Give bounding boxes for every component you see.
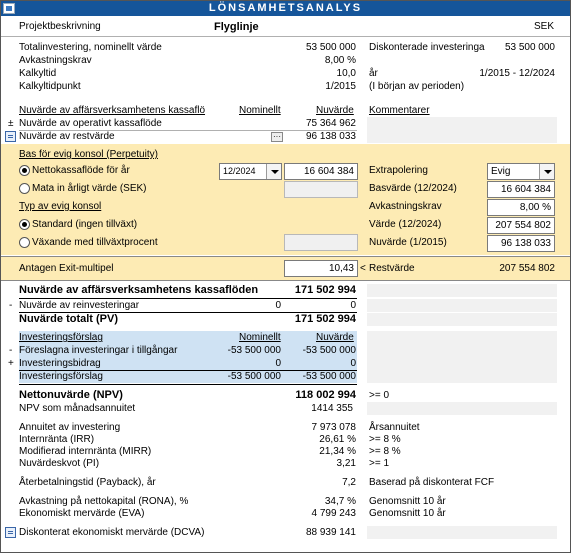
extrapolation-select-value: Evig bbox=[491, 166, 511, 177]
inv-nominal-header: Nominellt bbox=[239, 332, 281, 343]
calc-period-value: 10,0 bbox=[336, 68, 356, 79]
year-select-value: 12/2024 bbox=[223, 166, 256, 176]
year-select[interactable] bbox=[219, 163, 282, 180]
npv-monthly-label: NPV som månadsannuitet bbox=[19, 403, 136, 414]
radio-net-cashflow-label: Nettokassaflöde för år bbox=[32, 165, 130, 176]
eva-value: 4 799 243 bbox=[311, 508, 356, 519]
eva-label: Ekonomiskt mervärde (EVA) bbox=[19, 508, 145, 519]
perp-return-field[interactable]: 8,00 % bbox=[487, 199, 555, 216]
pv-total-value: 171 502 994 bbox=[294, 313, 356, 325]
exit-multiple-field[interactable]: 10,43 bbox=[284, 260, 358, 277]
extrapolation-label: Extrapolering bbox=[369, 165, 428, 176]
title-bar bbox=[1, 1, 570, 16]
dcva-value: 88 939 141 bbox=[305, 527, 356, 538]
mirr-value: 21,34 % bbox=[319, 446, 356, 457]
rona-value: 34,7 % bbox=[324, 496, 356, 507]
npv-monthly-value: 1414 355 bbox=[311, 403, 353, 414]
irr-value: 26,61 % bbox=[319, 434, 356, 445]
total-investment-value: 53 500 000 bbox=[305, 42, 356, 53]
investment-grant-label: Investeringsbidrag bbox=[19, 358, 101, 369]
terminal-value-label: Värde (12/2024) bbox=[369, 219, 442, 230]
calc-point-value: 1/2015 bbox=[325, 81, 356, 92]
currency-label: SEK bbox=[534, 21, 555, 32]
inv-present-header: Nuvärde bbox=[316, 332, 354, 343]
cashflow-heading: Nuvärde av affärsverksamhetens kassaflö bbox=[19, 105, 206, 116]
annuity-note: Årsannuitet bbox=[369, 422, 420, 433]
perp-return-label: Avkastningskrav bbox=[369, 201, 442, 212]
minus-sign: - bbox=[9, 300, 13, 311]
comments-area[interactable] bbox=[367, 117, 557, 143]
year-label: år bbox=[369, 68, 378, 79]
residual-label: Restvärde bbox=[369, 263, 415, 274]
radio-standard[interactable] bbox=[19, 219, 30, 230]
radio-growing-label: Växande med tillväxtprocent bbox=[32, 237, 158, 248]
pv-business-value: 171 502 994 bbox=[294, 284, 356, 296]
pv-total-label: Nuvärde totalt (PV) bbox=[19, 313, 119, 325]
chevron-down-icon bbox=[539, 164, 554, 179]
expand-icon[interactable] bbox=[5, 527, 16, 538]
growth-rate-field[interactable] bbox=[284, 234, 358, 251]
project-label: Projektbeskrivning bbox=[19, 21, 101, 32]
rona-label: Avkastning på nettokapital (RONA), % bbox=[19, 496, 189, 507]
op-cashflow-value: 75 364 962 bbox=[305, 118, 356, 129]
discounted-investments-value: 53 500 000 bbox=[504, 42, 555, 53]
investments-heading: Investeringsförslag bbox=[19, 332, 103, 343]
investment-grant-nominal: 0 bbox=[275, 358, 281, 369]
pi-value: 3,21 bbox=[336, 458, 356, 469]
reinvestment-value: 0 bbox=[350, 300, 356, 311]
window-title: LÖNSAMHETSANALYS bbox=[208, 2, 363, 14]
extrapolation-select[interactable] bbox=[487, 163, 555, 180]
npv-note: >= 0 bbox=[369, 390, 390, 401]
net-cashflow-field[interactable]: 16 604 384 bbox=[284, 163, 358, 180]
manual-value-field[interactable] bbox=[284, 181, 358, 198]
year-range-value: 1/2015 - 12/2024 bbox=[479, 68, 555, 79]
eva-note: Genomsnitt 10 år bbox=[369, 508, 446, 519]
present-value-label: Nuvärde (1/2015) bbox=[369, 237, 447, 248]
project-name: Flyglinje bbox=[214, 21, 259, 33]
chevron-down-icon bbox=[266, 164, 281, 179]
payback-label: Återbetalningstid (Payback), år bbox=[19, 477, 156, 488]
radio-standard-label: Standard (ingen tillväxt) bbox=[32, 219, 138, 230]
exit-multiple-label: Antagen Exit-multipel bbox=[19, 263, 114, 274]
radio-net-cashflow[interactable] bbox=[19, 165, 30, 176]
present-value-field[interactable]: 96 138 033 bbox=[487, 235, 555, 252]
comments-header: Kommentarer bbox=[369, 105, 430, 116]
annuity-value: 7 973 078 bbox=[311, 422, 356, 433]
present-value-col-header: Nuvärde bbox=[316, 105, 354, 116]
npv-value: 118 002 994 bbox=[295, 389, 356, 401]
annuity-label: Annuitet av investering bbox=[19, 422, 121, 433]
calc-period-label: Kalkyltid bbox=[19, 68, 57, 79]
base-value-field[interactable]: 16 604 384 bbox=[487, 181, 555, 198]
irr-note: >= 8 % bbox=[369, 434, 401, 445]
investments-total-value: -53 500 000 bbox=[302, 371, 356, 382]
mirr-label: Modifierad internränta (MIRR) bbox=[19, 446, 152, 457]
proposed-investments-nominal: -53 500 000 bbox=[227, 345, 281, 356]
perpetuity-type-heading: Typ av evig konsol bbox=[19, 201, 102, 212]
proposed-investments-value: -53 500 000 bbox=[302, 345, 356, 356]
plus-sign: + bbox=[8, 358, 14, 369]
investments-total-label: Investeringsförslag bbox=[19, 371, 103, 382]
arrow-left-icon: < bbox=[360, 263, 366, 274]
residual-value-value: 96 138 033 bbox=[305, 131, 356, 142]
payback-value: 7,2 bbox=[342, 477, 356, 488]
required-return-label: Avkastningskrav bbox=[19, 55, 92, 66]
pi-label: Nuvärdeskvot (PI) bbox=[19, 458, 100, 469]
proposed-investments-label: Föreslagna investeringar i tillgångar bbox=[19, 345, 178, 356]
op-cashflow-label: Nuvärde av operativt kassaflöde bbox=[19, 118, 162, 129]
reinvestment-nominal: 0 bbox=[275, 300, 281, 311]
reinvestment-label: Nuvärde av reinvesteringar bbox=[19, 300, 140, 311]
discounted-investments-label: Diskonterade investeringa bbox=[369, 42, 485, 53]
npv-label: Nettonuvärde (NPV) bbox=[19, 389, 123, 401]
radio-manual-value[interactable] bbox=[19, 183, 30, 194]
residual-value-label: Nuvärde av restvärde bbox=[19, 131, 115, 142]
total-investment-label: Totalinvestering, nominellt värde bbox=[19, 42, 162, 53]
radio-growing[interactable] bbox=[19, 237, 30, 248]
minus-sign: - bbox=[9, 345, 13, 356]
perpetuity-heading: Bas för evig konsol (Perpetuity) bbox=[19, 149, 158, 160]
radio-manual-value-label: Mata in årligt värde (SEK) bbox=[32, 183, 147, 194]
nominal-col-header: Nominellt bbox=[239, 105, 281, 116]
investment-grant-value: 0 bbox=[350, 358, 356, 369]
rona-note: Genomsnitt 10 år bbox=[369, 496, 446, 507]
investments-total-nominal: -53 500 000 bbox=[227, 371, 281, 382]
period-start-note: (I början av perioden) bbox=[369, 81, 465, 92]
mirr-note: >= 8 % bbox=[369, 446, 401, 457]
pi-note: >= 1 bbox=[369, 458, 390, 469]
expand-icon[interactable] bbox=[5, 131, 16, 142]
pv-business-label: Nuvärde av affärsverksamhetens kassaflöden bbox=[19, 284, 259, 296]
residual-value: 207 554 802 bbox=[499, 263, 555, 274]
terminal-value-field[interactable]: 207 554 802 bbox=[487, 217, 555, 234]
dcva-label: Diskonterat ekonomiskt mervärde (DCVA) bbox=[19, 527, 205, 538]
plusminus-sign: ± bbox=[8, 118, 14, 129]
calc-point-label: Kalkyltidpunkt bbox=[19, 81, 81, 92]
base-value-label: Basvärde (12/2024) bbox=[369, 183, 457, 194]
irr-label: Internränta (IRR) bbox=[19, 434, 95, 445]
required-return-value: 8,00 % bbox=[324, 55, 356, 66]
ellipsis-button[interactable]: ··· bbox=[273, 132, 281, 141]
payback-note: Baserad på diskonterat FCF bbox=[369, 477, 495, 488]
